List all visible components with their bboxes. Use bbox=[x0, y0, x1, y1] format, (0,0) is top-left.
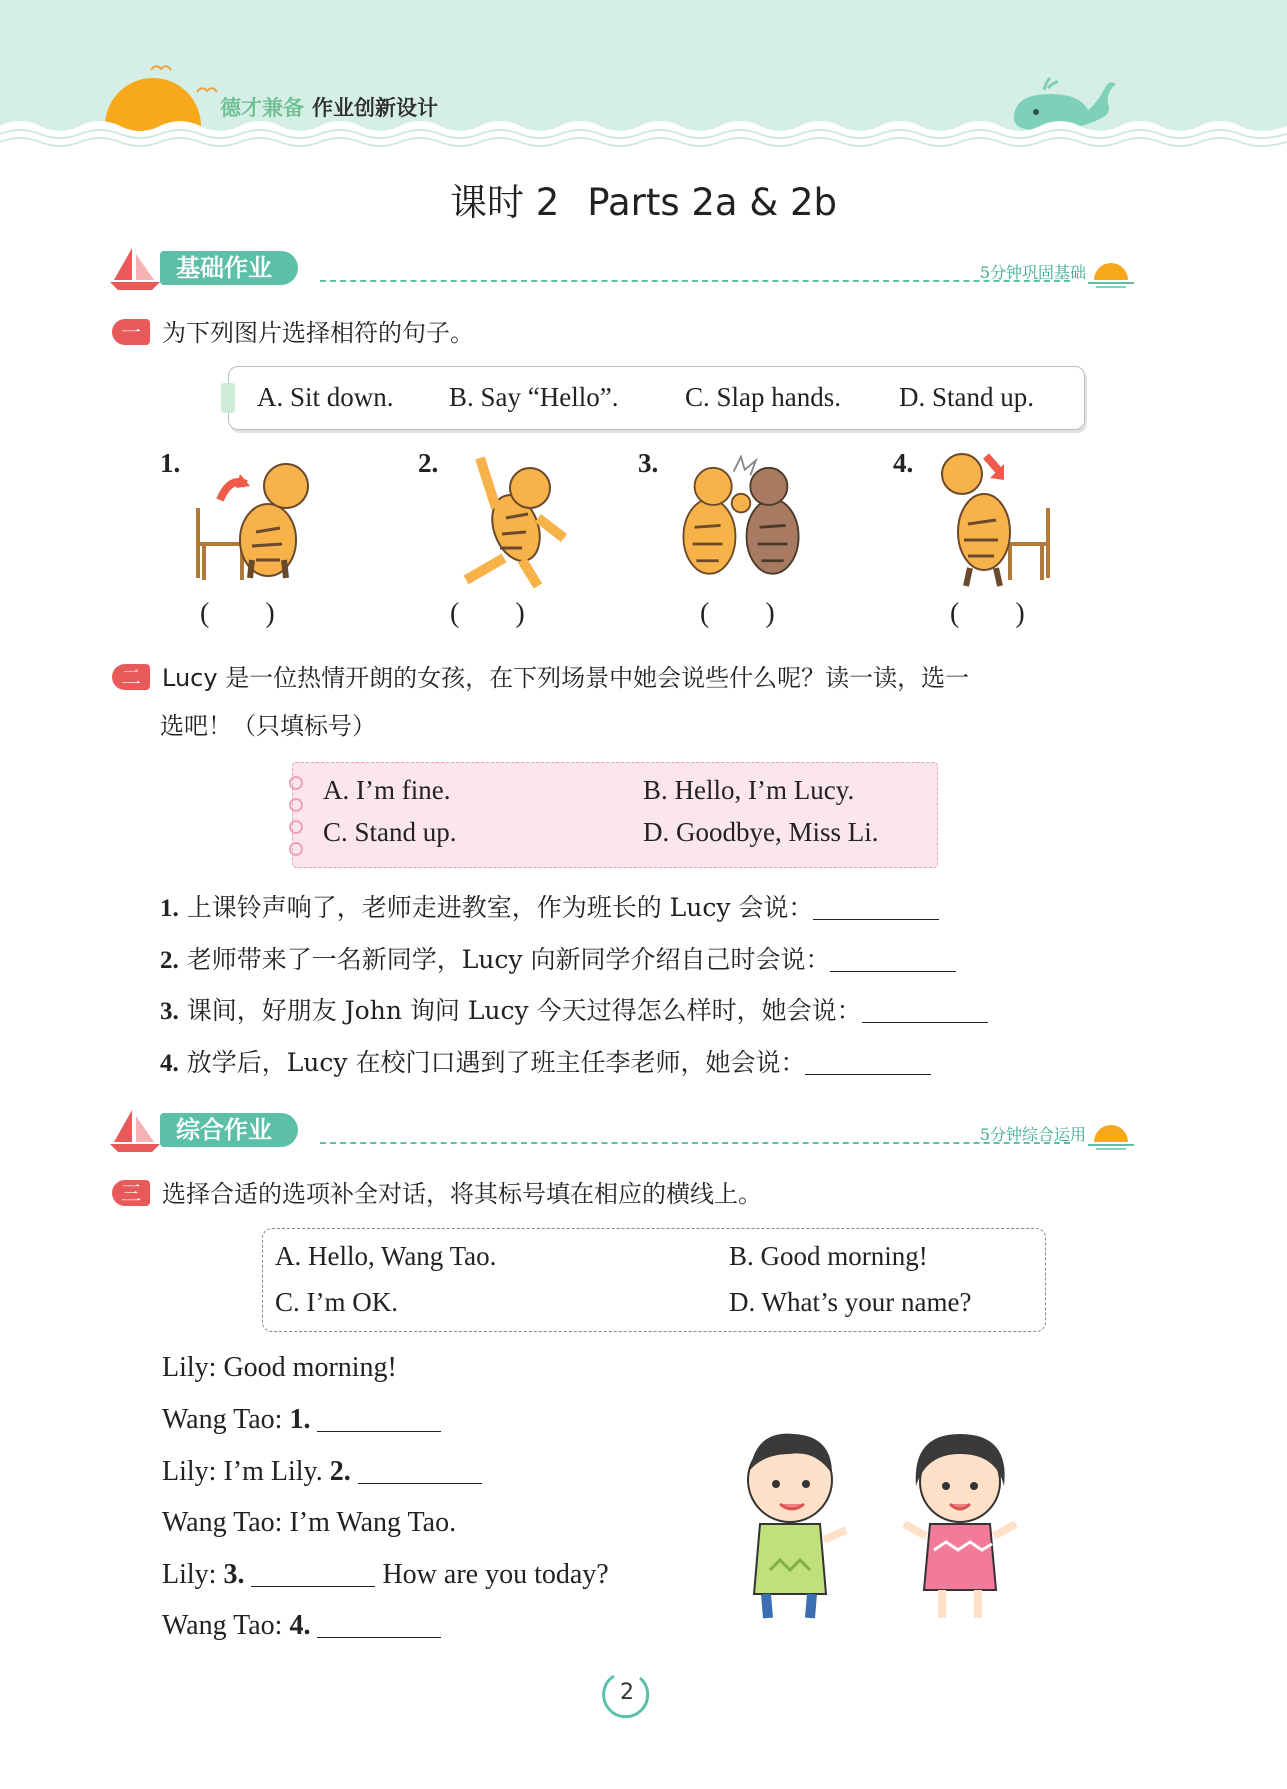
section-label: 基础作业 bbox=[160, 251, 298, 285]
blank-number: 3. bbox=[223, 1559, 245, 1590]
answer-blank[interactable] bbox=[862, 1022, 988, 1023]
item-text: 上课铃声响了，老师走进教室，作为班长的 Lucy 会说： bbox=[186, 893, 814, 922]
bird-icon bbox=[150, 62, 172, 72]
tiger-sitting-down-picture bbox=[190, 448, 320, 588]
speaker: Wang Tao: bbox=[162, 1404, 283, 1435]
item-number: 3. bbox=[160, 998, 179, 1025]
option-a: A. I’m fine. bbox=[323, 775, 451, 805]
question-number-badge: 三 bbox=[112, 1180, 150, 1206]
option-b: B. Say “Hello”. bbox=[449, 382, 619, 412]
question-prompt-line1: Lucy 是一位热情开朗的女孩，在下列场景中她会说些什么呢？读一读，选一 bbox=[162, 664, 970, 692]
question-prompt: 为下列图片选择相符的句子。 bbox=[162, 319, 474, 347]
answer-blank[interactable] bbox=[358, 1483, 482, 1484]
option-d: D. Goodbye, Miss Li. bbox=[643, 817, 879, 847]
answer-parentheses[interactable]: ( ) bbox=[450, 598, 525, 629]
sunset-icon bbox=[1088, 1120, 1134, 1150]
answer-blank[interactable] bbox=[805, 1074, 931, 1075]
section-comprehensive-homework bbox=[110, 1108, 1150, 1156]
item-number: 1. bbox=[160, 895, 179, 922]
sailboat-icon bbox=[110, 1108, 162, 1154]
dialogue-line bbox=[162, 1404, 441, 1436]
line-text: I’m Wang Tao. bbox=[289, 1507, 457, 1538]
answer-parentheses[interactable]: ( ) bbox=[700, 598, 775, 629]
item-number: 2. bbox=[160, 947, 179, 974]
sailboat-icon bbox=[110, 246, 162, 292]
line-text: I’m Lily. bbox=[223, 1456, 323, 1487]
picture-label: 4. bbox=[893, 448, 914, 478]
spiral-rings-icon bbox=[285, 773, 307, 863]
q2-item bbox=[160, 940, 956, 976]
question-number-badge: 二 bbox=[112, 664, 150, 690]
item-number: 4. bbox=[160, 1050, 179, 1077]
option-b: B. Good morning! bbox=[729, 1241, 928, 1271]
question-number-badge: 一 bbox=[112, 319, 150, 345]
speaker: Wang Tao: bbox=[162, 1610, 283, 1641]
brand-green-text: 德才兼备 bbox=[220, 96, 304, 120]
section-divider bbox=[320, 280, 1070, 282]
dialogue-line bbox=[162, 1610, 441, 1642]
box-tab bbox=[221, 383, 235, 413]
girl-figure bbox=[904, 1434, 1016, 1618]
picture-label: 1. bbox=[160, 448, 181, 478]
answer-blank[interactable] bbox=[813, 919, 939, 920]
speaker: Lily: bbox=[162, 1456, 217, 1487]
tiger-standing-up-picture bbox=[926, 448, 1056, 588]
brand-dark-text: 作业创新设计 bbox=[312, 96, 438, 120]
blank-number: 1. bbox=[289, 1404, 311, 1435]
q3-options-box bbox=[262, 1228, 1046, 1332]
option-d: D. What’s your name? bbox=[729, 1287, 972, 1317]
section-hint: 5分钟巩固基础 bbox=[979, 263, 1086, 282]
answer-parentheses[interactable]: ( ) bbox=[200, 598, 275, 629]
q2-item bbox=[160, 991, 988, 1027]
answer-blank[interactable] bbox=[251, 1586, 375, 1587]
answer-blank[interactable] bbox=[317, 1431, 441, 1432]
dialogue-line bbox=[162, 1352, 397, 1384]
dialogue-line bbox=[162, 1559, 609, 1591]
option-c: C. I’m OK. bbox=[275, 1287, 398, 1317]
boy-figure bbox=[748, 1434, 846, 1618]
q2-options-box bbox=[292, 762, 938, 868]
section-basic-homework bbox=[110, 246, 1150, 294]
answer-blank[interactable] bbox=[830, 971, 956, 972]
bird-icon bbox=[196, 84, 218, 94]
lesson-number: 课时 2 bbox=[449, 181, 560, 224]
picture-label: 2. bbox=[418, 448, 439, 478]
question-2-heading bbox=[112, 656, 969, 700]
speaker: Lily: bbox=[162, 1559, 217, 1590]
q1-options-box bbox=[228, 366, 1085, 430]
item-text: 放学后，Lucy 在校门口遇到了班主任李老师，她会说： bbox=[186, 1048, 806, 1077]
lesson-title bbox=[0, 172, 1287, 226]
question-1-heading bbox=[112, 311, 474, 355]
page-header bbox=[0, 0, 1287, 150]
item-text: 老师带来了一名新同学，Lucy 向新同学介绍自己时会说： bbox=[186, 945, 831, 974]
page-number bbox=[600, 1668, 654, 1722]
section-hint: 5分钟综合运用 bbox=[979, 1125, 1086, 1144]
dialogue-line bbox=[162, 1507, 456, 1539]
option-a: A. Hello, Wang Tao. bbox=[275, 1241, 497, 1271]
speaker: Lily: bbox=[162, 1352, 217, 1383]
sunset-icon bbox=[1088, 258, 1134, 288]
lesson-parts: Parts 2a & 2b bbox=[587, 181, 837, 224]
question-3-heading bbox=[112, 1172, 762, 1216]
option-c: C. Slap hands. bbox=[685, 382, 842, 412]
boy-and-girl-illustration bbox=[720, 1420, 1040, 1620]
option-d: D. Stand up. bbox=[899, 382, 1034, 412]
dialogue-line bbox=[162, 1456, 482, 1488]
tigers-slapping-hands-picture bbox=[676, 448, 806, 588]
item-text: 课间，好朋友 John 询问 Lucy 今天过得怎么样时，她会说： bbox=[186, 996, 862, 1025]
blank-number: 4. bbox=[289, 1610, 311, 1641]
option-b: B. Hello, I’m Lucy. bbox=[643, 775, 855, 805]
q2-item bbox=[160, 888, 939, 924]
answer-parentheses[interactable]: ( ) bbox=[950, 598, 1025, 629]
tiger-waving-hello-picture bbox=[446, 448, 576, 588]
option-c: C. Stand up. bbox=[323, 817, 457, 847]
section-label: 综合作业 bbox=[160, 1113, 298, 1147]
wave-border bbox=[0, 112, 1287, 150]
line-text: Good morning! bbox=[223, 1352, 397, 1383]
q2-item bbox=[160, 1043, 931, 1079]
question-2-heading-line2: 选吧！（只填标号） bbox=[160, 712, 376, 740]
speaker: Wang Tao: bbox=[162, 1507, 283, 1538]
answer-blank[interactable] bbox=[317, 1637, 441, 1638]
section-divider bbox=[320, 1142, 1070, 1144]
blank-number: 2. bbox=[329, 1456, 351, 1487]
page-number-text: 2 bbox=[620, 1680, 634, 1705]
picture-label: 3. bbox=[638, 448, 659, 478]
question-prompt: 选择合适的选项补全对话，将其标号填在相应的横线上。 bbox=[162, 1180, 762, 1208]
line-text: How are you today? bbox=[382, 1559, 609, 1590]
option-a: A. Sit down. bbox=[257, 382, 394, 412]
